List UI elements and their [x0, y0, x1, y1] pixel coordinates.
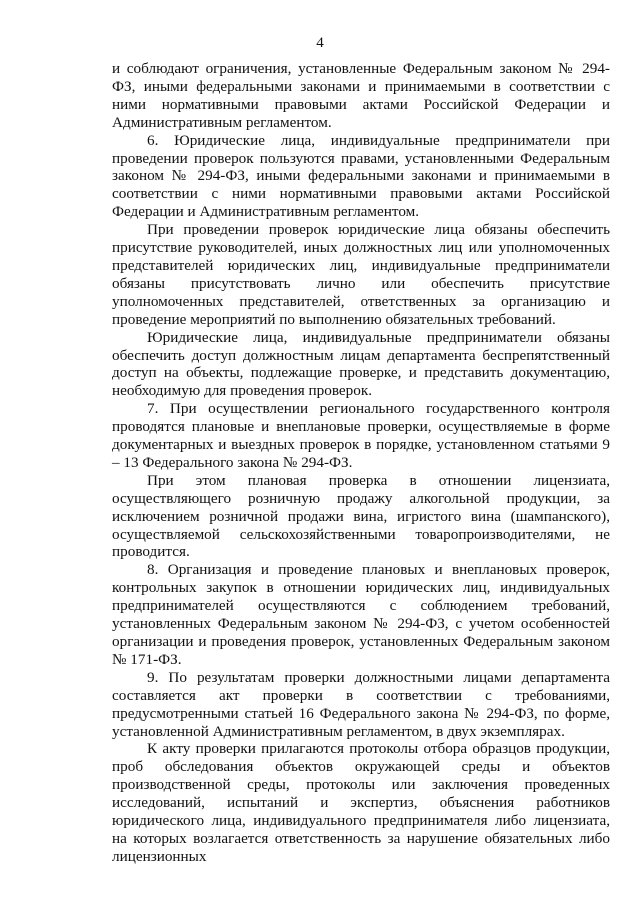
paragraph-9: К акту проверки прилагаются протоколы отбора образцов продукции, проб обследования объектов окружающей среды и объектов производственной среды, протоколы или заключения проведенных исследований, испытаний и экспертиз, объяснения работников юридического лица, индивидуального предпринимателя либо лицензиата, на которых возлагается ответственность за нарушение обязательных либо лицензионных — [112, 740, 610, 865]
paragraph-1: и соблюдают ограничения, установленные Федеральным законом № 294-ФЗ, иными федеральными законами и принимаемыми в соответствии с ними нормативными правовыми актами Российской Федерации и Административным регламентом. — [112, 60, 610, 131]
paragraph-2: 6. Юридические лица, индивидуальные предприниматели при проведении проверок пользуются правами, установленными Федеральным законом № 294-ФЗ, иными федеральными законами и принимаемыми в соответствии с ними нормативными правовыми актами Российской Федерации и Административным регламентом. — [112, 131, 610, 221]
paragraph-3: При проведении проверок юридические лица обязаны обеспечить присутствие руководителей, иных должностных лиц или уполномоченных представителей юридических лиц, индивидуальные предприниматели обязаны присутствовать лично или обеспечить присутствие уполномоченных представителей, ответственных за организацию и проведение мероприятий по выполнению обязательных требований. — [112, 221, 610, 328]
paragraph-8: 9. По результатам проверки должностными лицами департамента составляется акт проверки в соответствии с требованиями, предусмотренными статьей 16 Федерального закона № 294-ФЗ, по форме, установленной Административным регламентом, в двух экземплярах. — [112, 668, 610, 740]
paragraph-7: 8. Организация и проведение плановых и внеплановых проверок, контрольных закупок в отношении юридических лиц, индивидуальных предпринимателей осуществляются с соблюдением требований, установленных Федеральным законом № 294-ФЗ, с учетом особенностей организации и проведения проверок, установленных Федеральным законом № 171-ФЗ. — [112, 561, 610, 668]
document-body — [112, 60, 610, 866]
paragraph-6: При этом плановая проверка в отношении лицензиата, осуществляющего розничную продажу алкогольной продукции, за исключением розничной продажи вина, игристого вина (шампанского), осуществляемой сельскохозяйственными товаропроизводителями, не проводится. — [112, 471, 610, 561]
paragraph-4: Юридические лица, индивидуальные предприниматели обязаны обеспечить доступ должностным лицам департамента беспрепятственный доступ на объекты, подлежащие проверке, и представить документацию, необходимую для проведения проверок. — [112, 328, 610, 400]
page-number: 4 — [316, 35, 324, 51]
paragraph-5: 7. При осуществлении регионального государственного контроля проводятся плановые и внеплановые проверки, осуществляемые в форме документарных и выездных проверок в порядке, установленном статьями 9 – 13 Федерального закона № 294-ФЗ. — [112, 400, 610, 471]
